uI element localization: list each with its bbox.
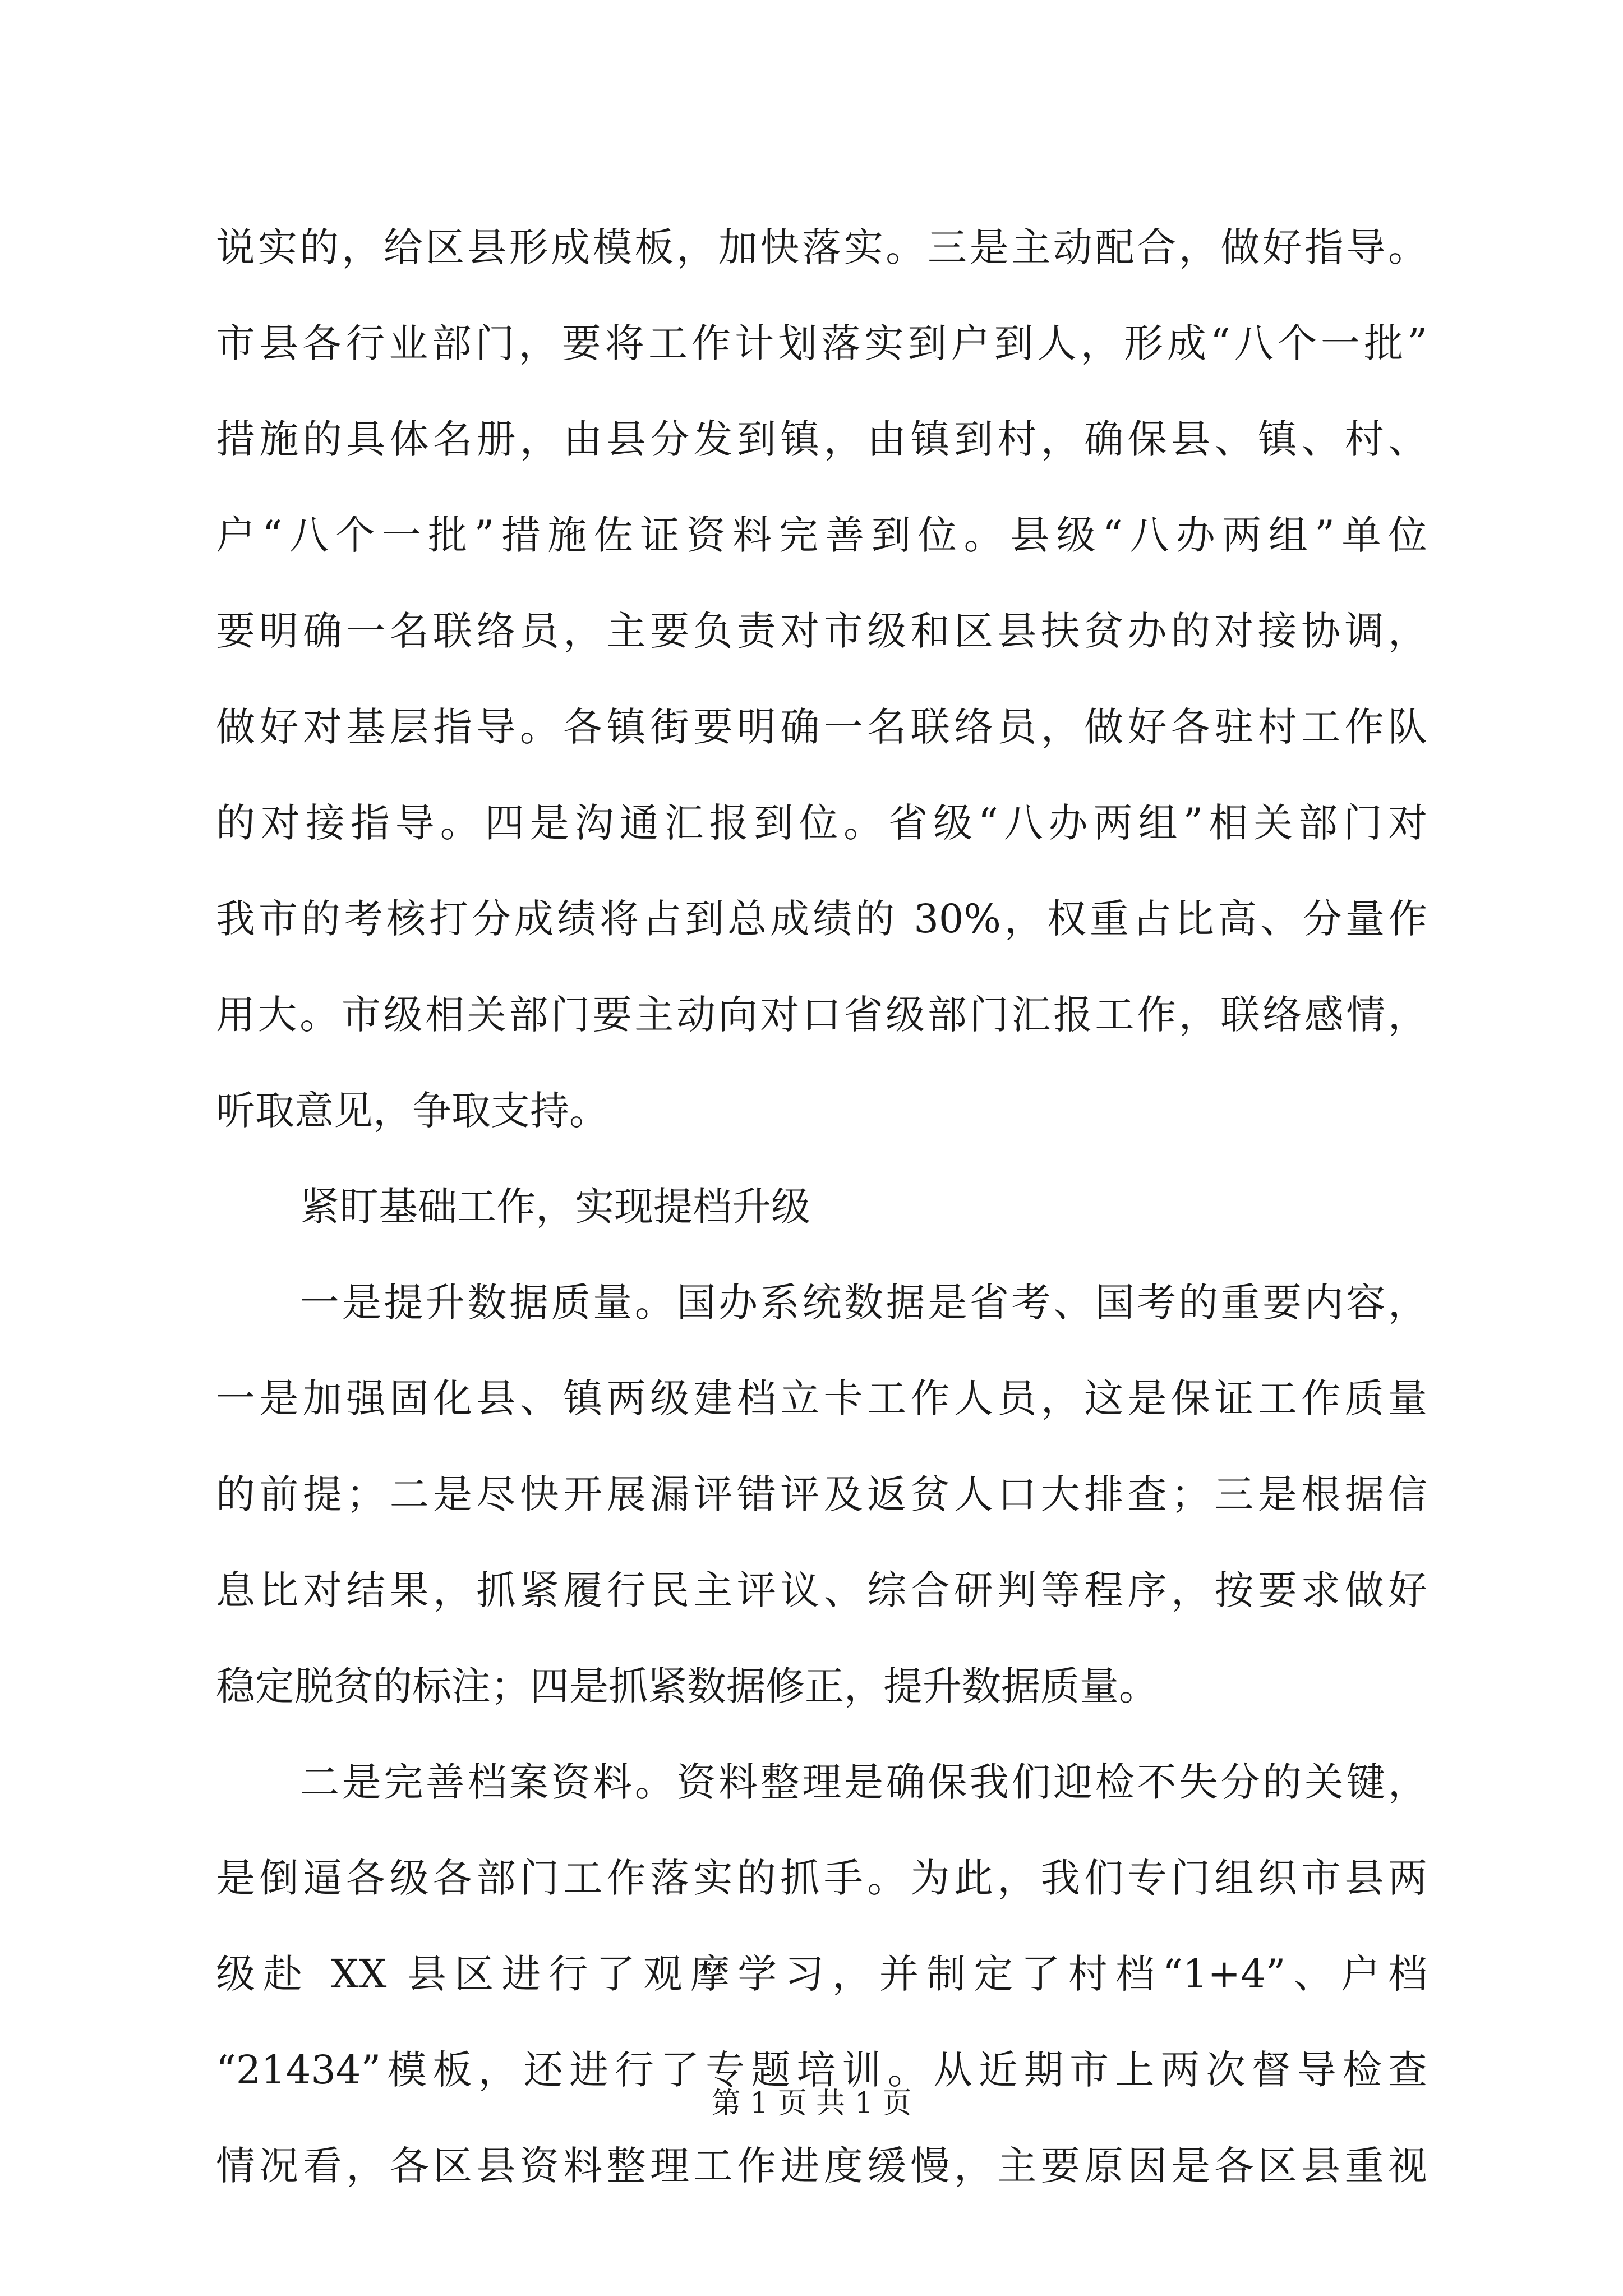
text-line: 二是完善档案资料。资料整理是确保我们迎检不失分的关键， bbox=[300, 1759, 1427, 1805]
document-body bbox=[216, 200, 1427, 2214]
text-line: “21434”模板，还进行了专题培训。从近期市上两次督导检查 bbox=[216, 2047, 1427, 2093]
text-line: 用大。市级相关部门要主动向对口省级部门汇报工作，联络感情， bbox=[216, 992, 1427, 1038]
text-line: 户“八个一批”措施佐证资料完善到位。县级“八办两组”单位 bbox=[216, 512, 1427, 558]
text-line: 一是提升数据质量。国办系统数据是省考、国考的重要内容， bbox=[300, 1280, 1427, 1326]
text-line: 是倒逼各级各部门工作落实的抓手。为此，我们专门组织市县两 bbox=[216, 1855, 1427, 1901]
text-line: 一是加强固化县、镇两级建档立卡工作人员，这是保证工作质量 bbox=[216, 1375, 1427, 1421]
text-line: 情况看，各区县资料整理工作进度缓慢，主要原因是各区县重视 bbox=[216, 2143, 1427, 2189]
text-line: 级赴 XX 县区进行了观摩学习，并制定了村档“1+4”、户档 bbox=[216, 1951, 1427, 1997]
text-line: 做好对基层指导。各镇街要明确一名联络员，做好各驻村工作队 bbox=[216, 704, 1427, 750]
text-line: 市县各行业部门，要将工作计划落实到户到人，形成“八个一批” bbox=[216, 320, 1427, 366]
text-line: 稳定脱贫的标注；四是抓紧数据修正，提升数据质量。 bbox=[216, 1663, 1158, 1709]
text-line: 措施的具体名册，由县分发到镇，由镇到村，确保县、镇、村、 bbox=[216, 416, 1427, 462]
text-line: 要明确一名联络员，主要负责对市级和区县扶贫办的对接协调， bbox=[216, 608, 1427, 654]
text-line: 紧盯基础工作，实现提档升级 bbox=[300, 1184, 810, 1230]
text-line: 说实的，给区县形成模板，加快落实。三是主动配合，做好指导。 bbox=[216, 224, 1427, 270]
text-line: 的前提；二是尽快开展漏评错评及返贫人口大排查；三是根据信 bbox=[216, 1471, 1427, 1517]
page-footer: 第 1 页 共 1 页 bbox=[711, 2087, 912, 2120]
text-line: 息比对结果，抓紧履行民主评议、综合研判等程序，按要求做好 bbox=[216, 1567, 1427, 1613]
text-line: 我市的考核打分成绩将占到总成绩的 30%，权重占比高、分量作 bbox=[216, 896, 1427, 942]
text-line: 的对接指导。四是沟通汇报到位。省级“八办两组”相关部门对 bbox=[216, 800, 1427, 846]
text-line: 听取意见，争取支持。 bbox=[216, 1088, 608, 1134]
